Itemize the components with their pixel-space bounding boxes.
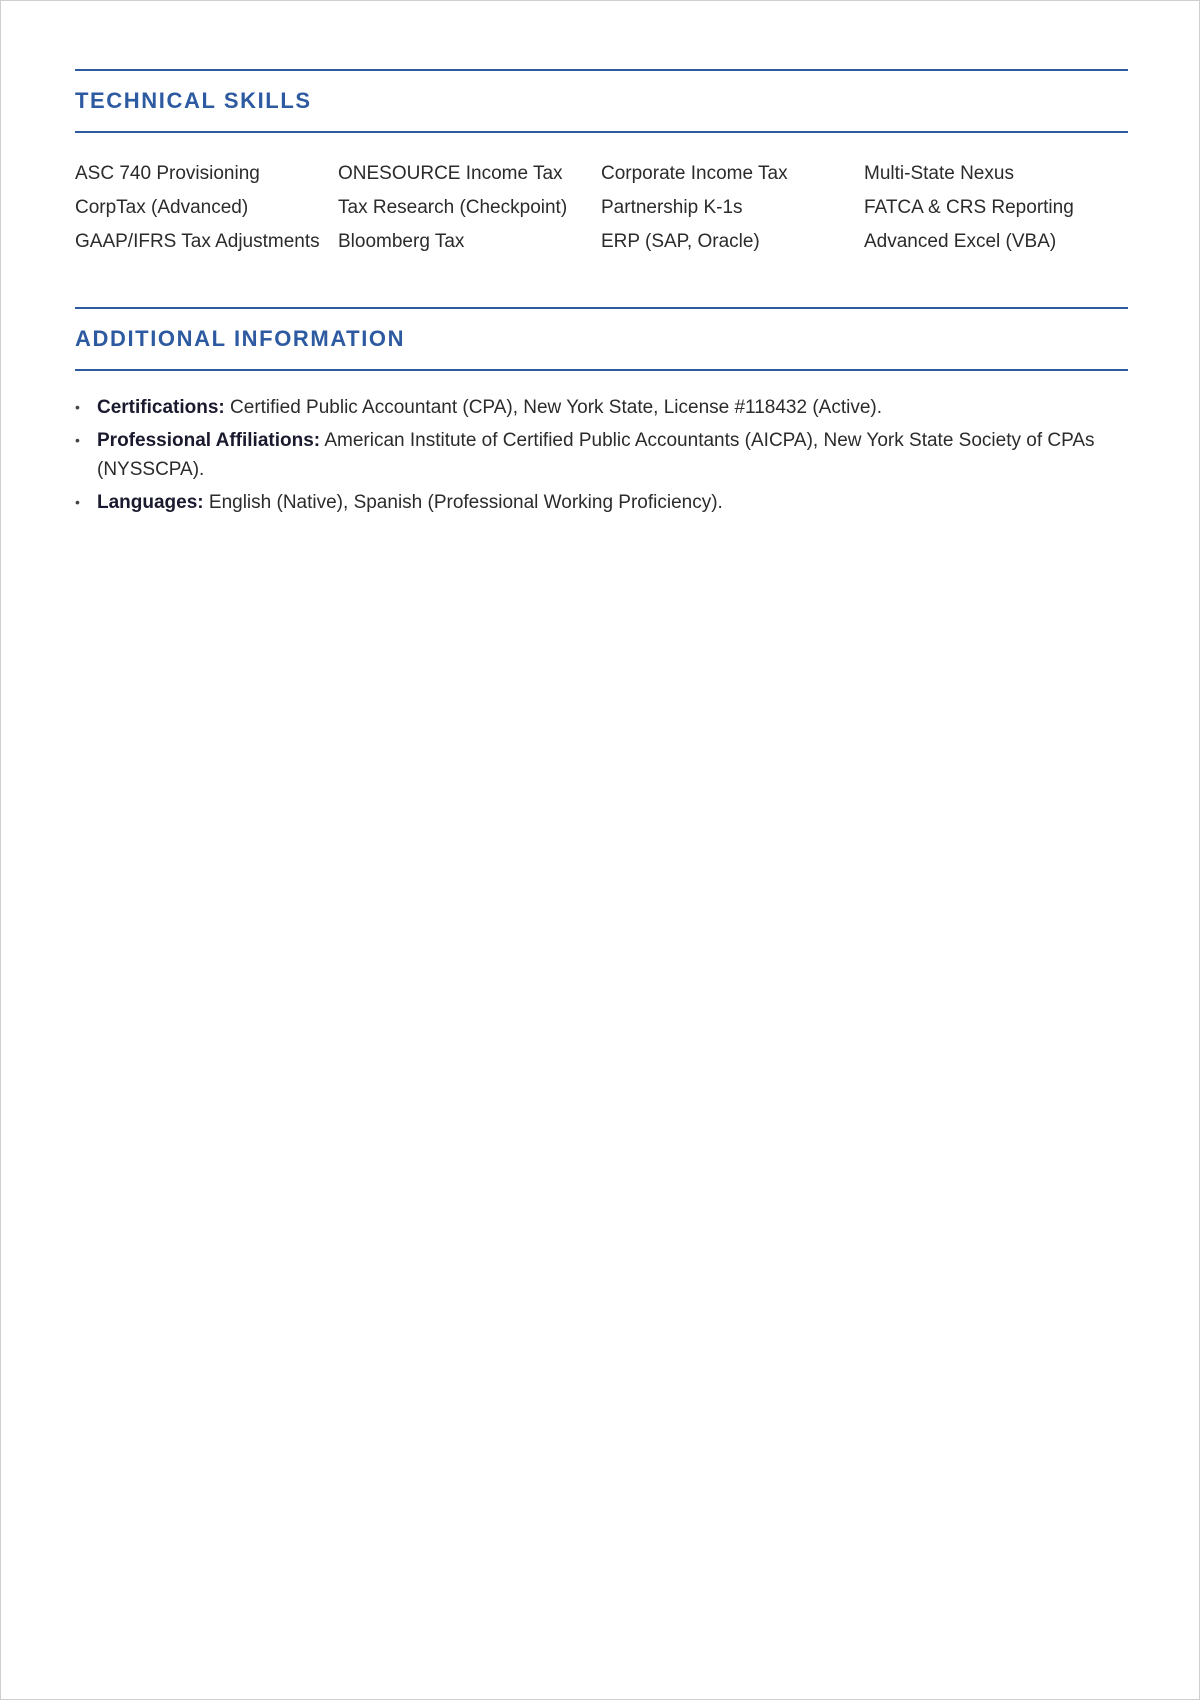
bullet-icon: •: [75, 399, 80, 415]
additional-information-heading: ADDITIONAL INFORMATION: [75, 326, 406, 351]
skill-item: GAAP/IFRS Tax Adjustments: [75, 231, 320, 252]
info-text: English (Native), Spanish (Professional Working Proficiency).: [203, 492, 723, 513]
info-label: Certifications:: [97, 397, 225, 418]
page-content: [75, 69, 1128, 521]
info-label: Professional Affiliations:: [97, 430, 321, 451]
skill-item: ONESOURCE Income Tax: [338, 163, 563, 184]
skill-item: Partnership K-1s: [601, 197, 743, 218]
skill-item: Bloomberg Tax: [338, 231, 465, 252]
certifications-item: [75, 393, 1128, 422]
info-text: American Institute of Certified Public Accountants (AICPA), New York State Society of CPAs (NYSSCPA).: [97, 430, 1095, 480]
bullet-icon: •: [75, 494, 80, 510]
info-label: Languages:: [97, 492, 204, 513]
skill-item: Tax Research (Checkpoint): [338, 197, 568, 218]
skill-item: ERP (SAP, Oracle): [601, 231, 760, 252]
skill-item: Advanced Excel (VBA): [864, 231, 1057, 252]
languages-item: [75, 488, 1128, 517]
additional-information-list: [75, 371, 1128, 517]
skill-item: Multi-State Nexus: [864, 163, 1014, 184]
technical-skills-section: [75, 69, 1128, 259]
skill-item: ASC 740 Provisioning: [75, 163, 260, 184]
skill-item: Corporate Income Tax: [601, 163, 788, 184]
skill-item: CorpTax (Advanced): [75, 197, 249, 218]
additional-information-section: [75, 307, 1128, 517]
skill-item: FATCA & CRS Reporting: [864, 197, 1074, 218]
info-text: Certified Public Accountant (CPA), New York State, License #118432 (Active).: [224, 397, 882, 418]
professional-affiliations-item: [75, 426, 1128, 484]
technical-skills-heading: TECHNICAL SKILLS: [75, 88, 312, 113]
bullet-icon: •: [75, 432, 80, 448]
skills-grid: [75, 133, 1128, 259]
